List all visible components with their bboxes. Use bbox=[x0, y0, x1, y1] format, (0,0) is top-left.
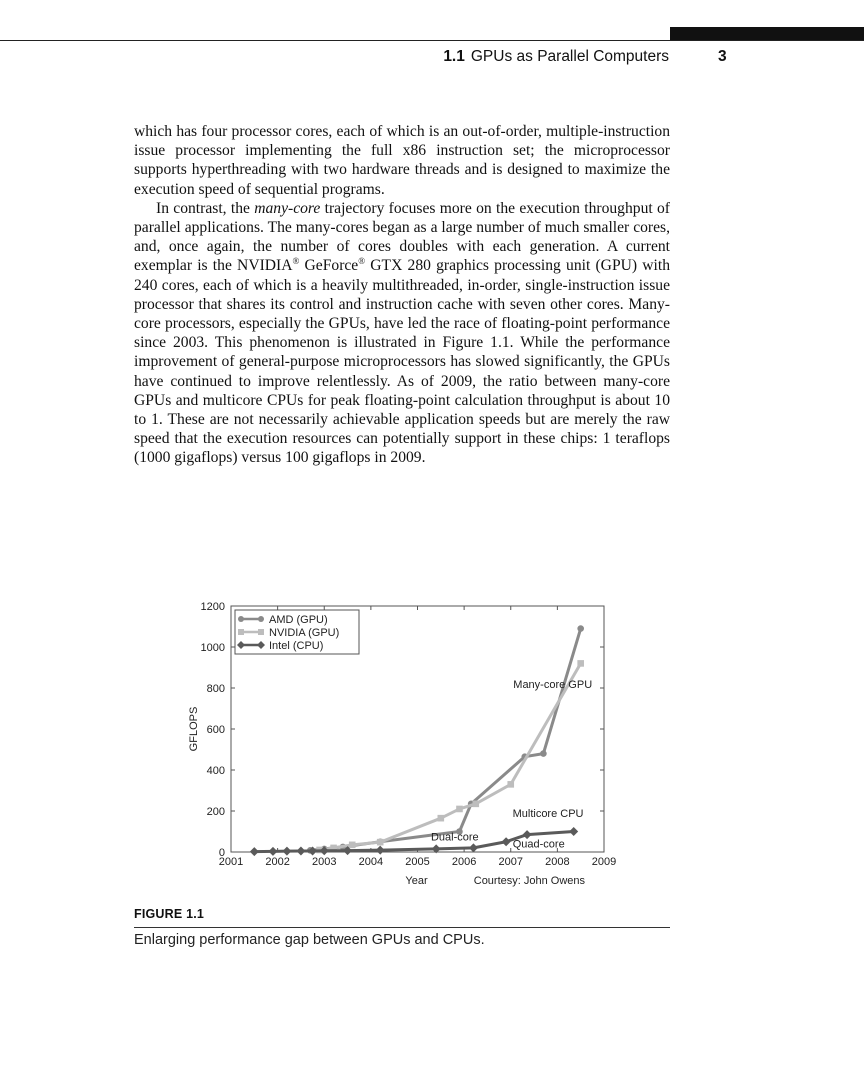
figure-label: FIGURE 1.1 bbox=[134, 907, 205, 921]
chart-annotation: Quad-core bbox=[512, 838, 565, 851]
registered-mark-2: ® bbox=[358, 256, 366, 267]
x-tick-label: 2004 bbox=[358, 856, 384, 868]
p2-part2: trajectory focuses more on the execution throughput of parallel applications. The many-cores began as a large number of much smaller cores, and, once again, the number of cores doubles with each generation. A current exemplar is the NVIDIA bbox=[134, 199, 670, 275]
figure bbox=[180, 596, 630, 896]
legend-label: AMD (GPU) bbox=[269, 614, 328, 626]
section-number: 1.1 bbox=[443, 48, 465, 65]
y-tick-label: 1000 bbox=[200, 642, 225, 654]
paragraph-2 bbox=[134, 199, 670, 468]
x-tick-label: 2008 bbox=[545, 856, 570, 868]
legend-marker bbox=[258, 616, 264, 622]
p2-part1: In contrast, the bbox=[156, 199, 255, 217]
header-rule bbox=[0, 40, 864, 41]
data-point bbox=[377, 839, 384, 846]
x-tick-label: 2001 bbox=[218, 856, 244, 868]
data-point bbox=[577, 625, 584, 632]
legend-marker bbox=[238, 629, 244, 635]
x-tick-label: 2002 bbox=[265, 856, 290, 868]
data-point bbox=[540, 750, 547, 757]
data-point bbox=[507, 781, 514, 788]
x-tick-label: 2006 bbox=[451, 856, 477, 868]
data-point bbox=[577, 660, 584, 667]
y-tick-label: 0 bbox=[218, 847, 225, 859]
x-tick-label: 2007 bbox=[498, 856, 523, 868]
data-point bbox=[349, 842, 356, 849]
legend-marker bbox=[238, 616, 244, 622]
data-point bbox=[472, 801, 479, 808]
x-tick-label: 2005 bbox=[405, 856, 430, 868]
chart-annotation: Many-core GPU bbox=[513, 679, 593, 691]
chart-annotation: Courtesy: John Owens bbox=[473, 875, 586, 887]
data-point bbox=[456, 806, 463, 813]
page-number: 3 bbox=[718, 48, 727, 65]
p2-emphasis: many-core bbox=[254, 199, 321, 217]
y-tick-label: 1200 bbox=[200, 601, 225, 613]
caption-rule bbox=[134, 927, 670, 928]
x-tick-label: 2009 bbox=[591, 856, 617, 868]
y-axis-label: GFLOPS bbox=[188, 706, 200, 752]
p2-part4: GTX 280 graphics processing unit (GPU) with 240 cores, each of which is a heavily multithreaded, in-order, single-instruction issue processor that shares its control and instruction cache with seven other cores. Many-core processors, especially the GPUs, have led the race of floating-point performance since 2003. This phenomenon is illustrated in Figure 1.1. While the performance improvement of general-purpose microprocessors has slowed significantly, the GPUs have continued to improve relentlessly. As of 2009, the ratio between many-core GPUs and multicore CPUs for peak floating-point calculation throughput is about 10 to 1. These are not necessarily achievable application speeds but are merely the raw speed that the execution resources can potentially support in these chips: 1 teraflops (1000 gigaflops) versus 100 gigaflops in 2009. bbox=[134, 257, 670, 467]
legend-marker bbox=[258, 629, 264, 635]
x-tick-label: 2003 bbox=[312, 856, 337, 868]
y-tick-label: 800 bbox=[206, 683, 225, 695]
p2-part3: GeForce bbox=[299, 257, 359, 275]
registered-mark: ® bbox=[292, 256, 300, 267]
running-head bbox=[0, 48, 669, 66]
data-point bbox=[438, 815, 445, 822]
figure-caption: Enlarging performance gap between GPUs and CPUs. bbox=[134, 932, 485, 948]
y-tick-label: 600 bbox=[206, 724, 225, 736]
paragraph-1: which has four processor cores, each of which is an out-of-order, multiple-instruction issue processor implementing the full x86 instruction set; the microprocessor supports hyperthreading with two hardware threads and is designed to maximize the execution speed of sequential programs. bbox=[134, 123, 670, 198]
y-tick-label: 200 bbox=[206, 806, 225, 818]
header-black-block bbox=[670, 27, 864, 41]
y-tick-label: 400 bbox=[206, 765, 225, 777]
gflops-chart bbox=[180, 596, 630, 896]
section-title: GPUs as Parallel Computers bbox=[470, 48, 669, 65]
chart-annotation: Multicore CPU bbox=[512, 808, 584, 821]
legend-label: NVIDIA (GPU) bbox=[269, 627, 340, 639]
legend-label: Intel (CPU) bbox=[269, 640, 324, 652]
x-axis-label: Year bbox=[405, 875, 428, 887]
chart-annotation: Dual-core bbox=[430, 831, 479, 844]
body-text bbox=[134, 122, 670, 468]
